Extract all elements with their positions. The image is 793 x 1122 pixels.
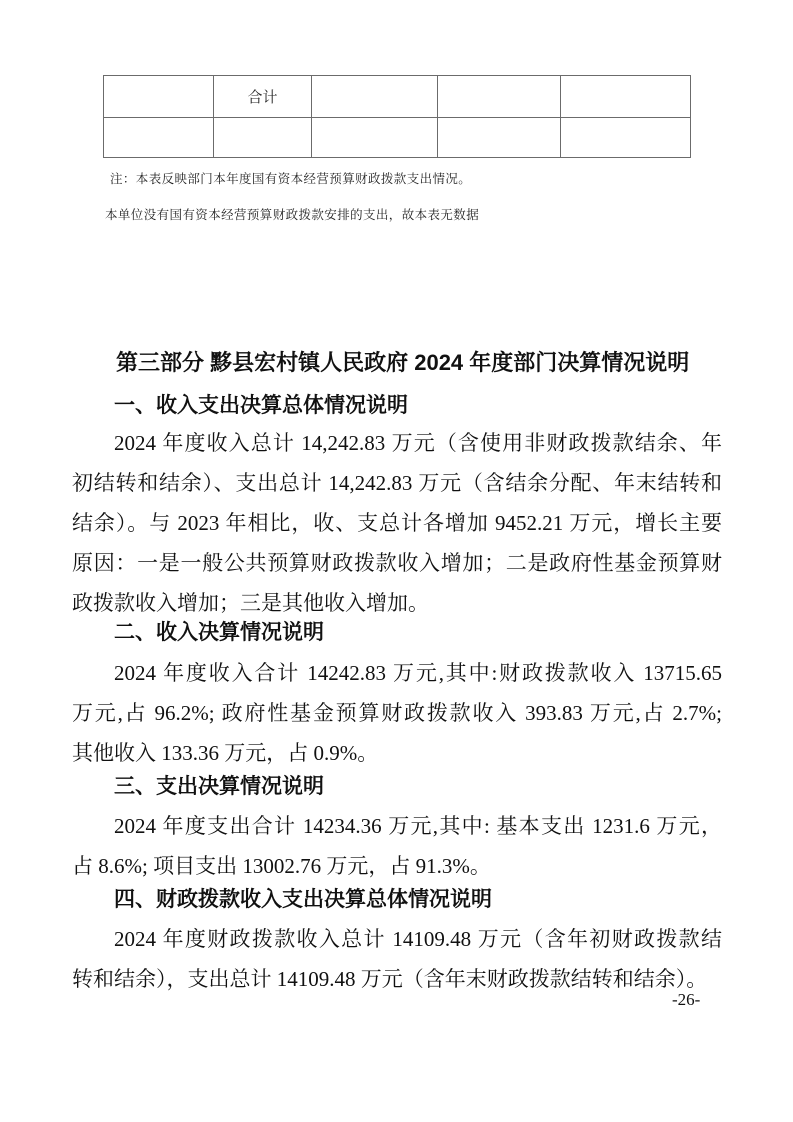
paragraph-line: 转和结余），支出总计 14109.48 万元（含年末财政拨款结转和结余）。 xyxy=(72,967,708,991)
table-cell xyxy=(104,76,214,118)
state-capital-budget-table xyxy=(103,75,691,158)
paragraph-line: 其他收入 133.36 万元，占 0.9%。 xyxy=(72,741,379,765)
section-3-title: 三、支出决算情况说明 xyxy=(114,775,324,798)
table-cell xyxy=(312,76,438,118)
paragraph-line: 初结转和结余）、支出总计 14,242.83 万元（含结余分配、年末结转和 xyxy=(72,471,722,495)
table-row xyxy=(104,118,691,158)
paragraph-line: 万元,占 96.2%; 政府性基金预算财政拨款收入 393.83 万元,占 2.7%; xyxy=(72,701,722,725)
paragraph-line: 结余）。与 2023 年相比，收、支总计各增加 9452.21 万元，增长主要 xyxy=(72,511,722,535)
budget-table xyxy=(103,75,691,158)
paragraph-line: 占 8.6%; 项目支出 13002.76 万元，占 91.3%。 xyxy=(72,854,491,878)
section-4-paragraph xyxy=(72,919,722,999)
section-1-paragraph xyxy=(72,423,722,623)
part-three-title: 第三部分 黟县宏村镇人民政府 2024 年度部门决算情况说明 xyxy=(116,350,690,375)
section-2-title: 二、收入决算情况说明 xyxy=(114,621,324,644)
paragraph-line: 2024 年度收入总计 14,242.83 万元（含使用非财政拨款结余、年 xyxy=(114,431,722,455)
table-cell-total-label: 合计 xyxy=(214,76,312,118)
table-cell xyxy=(561,118,691,158)
paragraph-line: 2024 年度支出合计 14234.36 万元,其中: 基本支出 1231.6 万元， xyxy=(114,814,722,838)
page-number: -26- xyxy=(672,990,701,1009)
table-note: 注：本表反映部门本年度国有资本经营预算财政拨款支出情况。 xyxy=(110,172,472,186)
table-cell xyxy=(438,76,561,118)
section-2-paragraph xyxy=(72,653,722,773)
section-3-paragraph xyxy=(72,806,722,886)
table-cell xyxy=(214,118,312,158)
table-cell xyxy=(104,118,214,158)
paragraph-line: 2024 年度收入合计 14242.83 万元,其中:财政拨款收入 13715.65 xyxy=(114,661,722,685)
paragraph-line: 政拨款收入增加；三是其他收入增加。 xyxy=(72,591,429,615)
paragraph-line: 原因：一是一般公共预算财政拨款收入增加；二是政府性基金预算财 xyxy=(72,551,722,575)
section-1-title: 一、收入支出决算总体情况说明 xyxy=(114,394,408,417)
table-cell xyxy=(312,118,438,158)
table-cell xyxy=(561,76,691,118)
table-cell xyxy=(438,118,561,158)
table-row xyxy=(104,76,691,118)
paragraph-line: 2024 年度财政拨款收入总计 14109.48 万元（含年初财政拨款结 xyxy=(114,927,722,951)
section-4-title: 四、财政拨款收入支出决算总体情况说明 xyxy=(114,888,492,911)
table-no-data-note: 本单位没有国有资本经营预算财政拨款安排的支出，故本表无数据 xyxy=(105,208,480,222)
